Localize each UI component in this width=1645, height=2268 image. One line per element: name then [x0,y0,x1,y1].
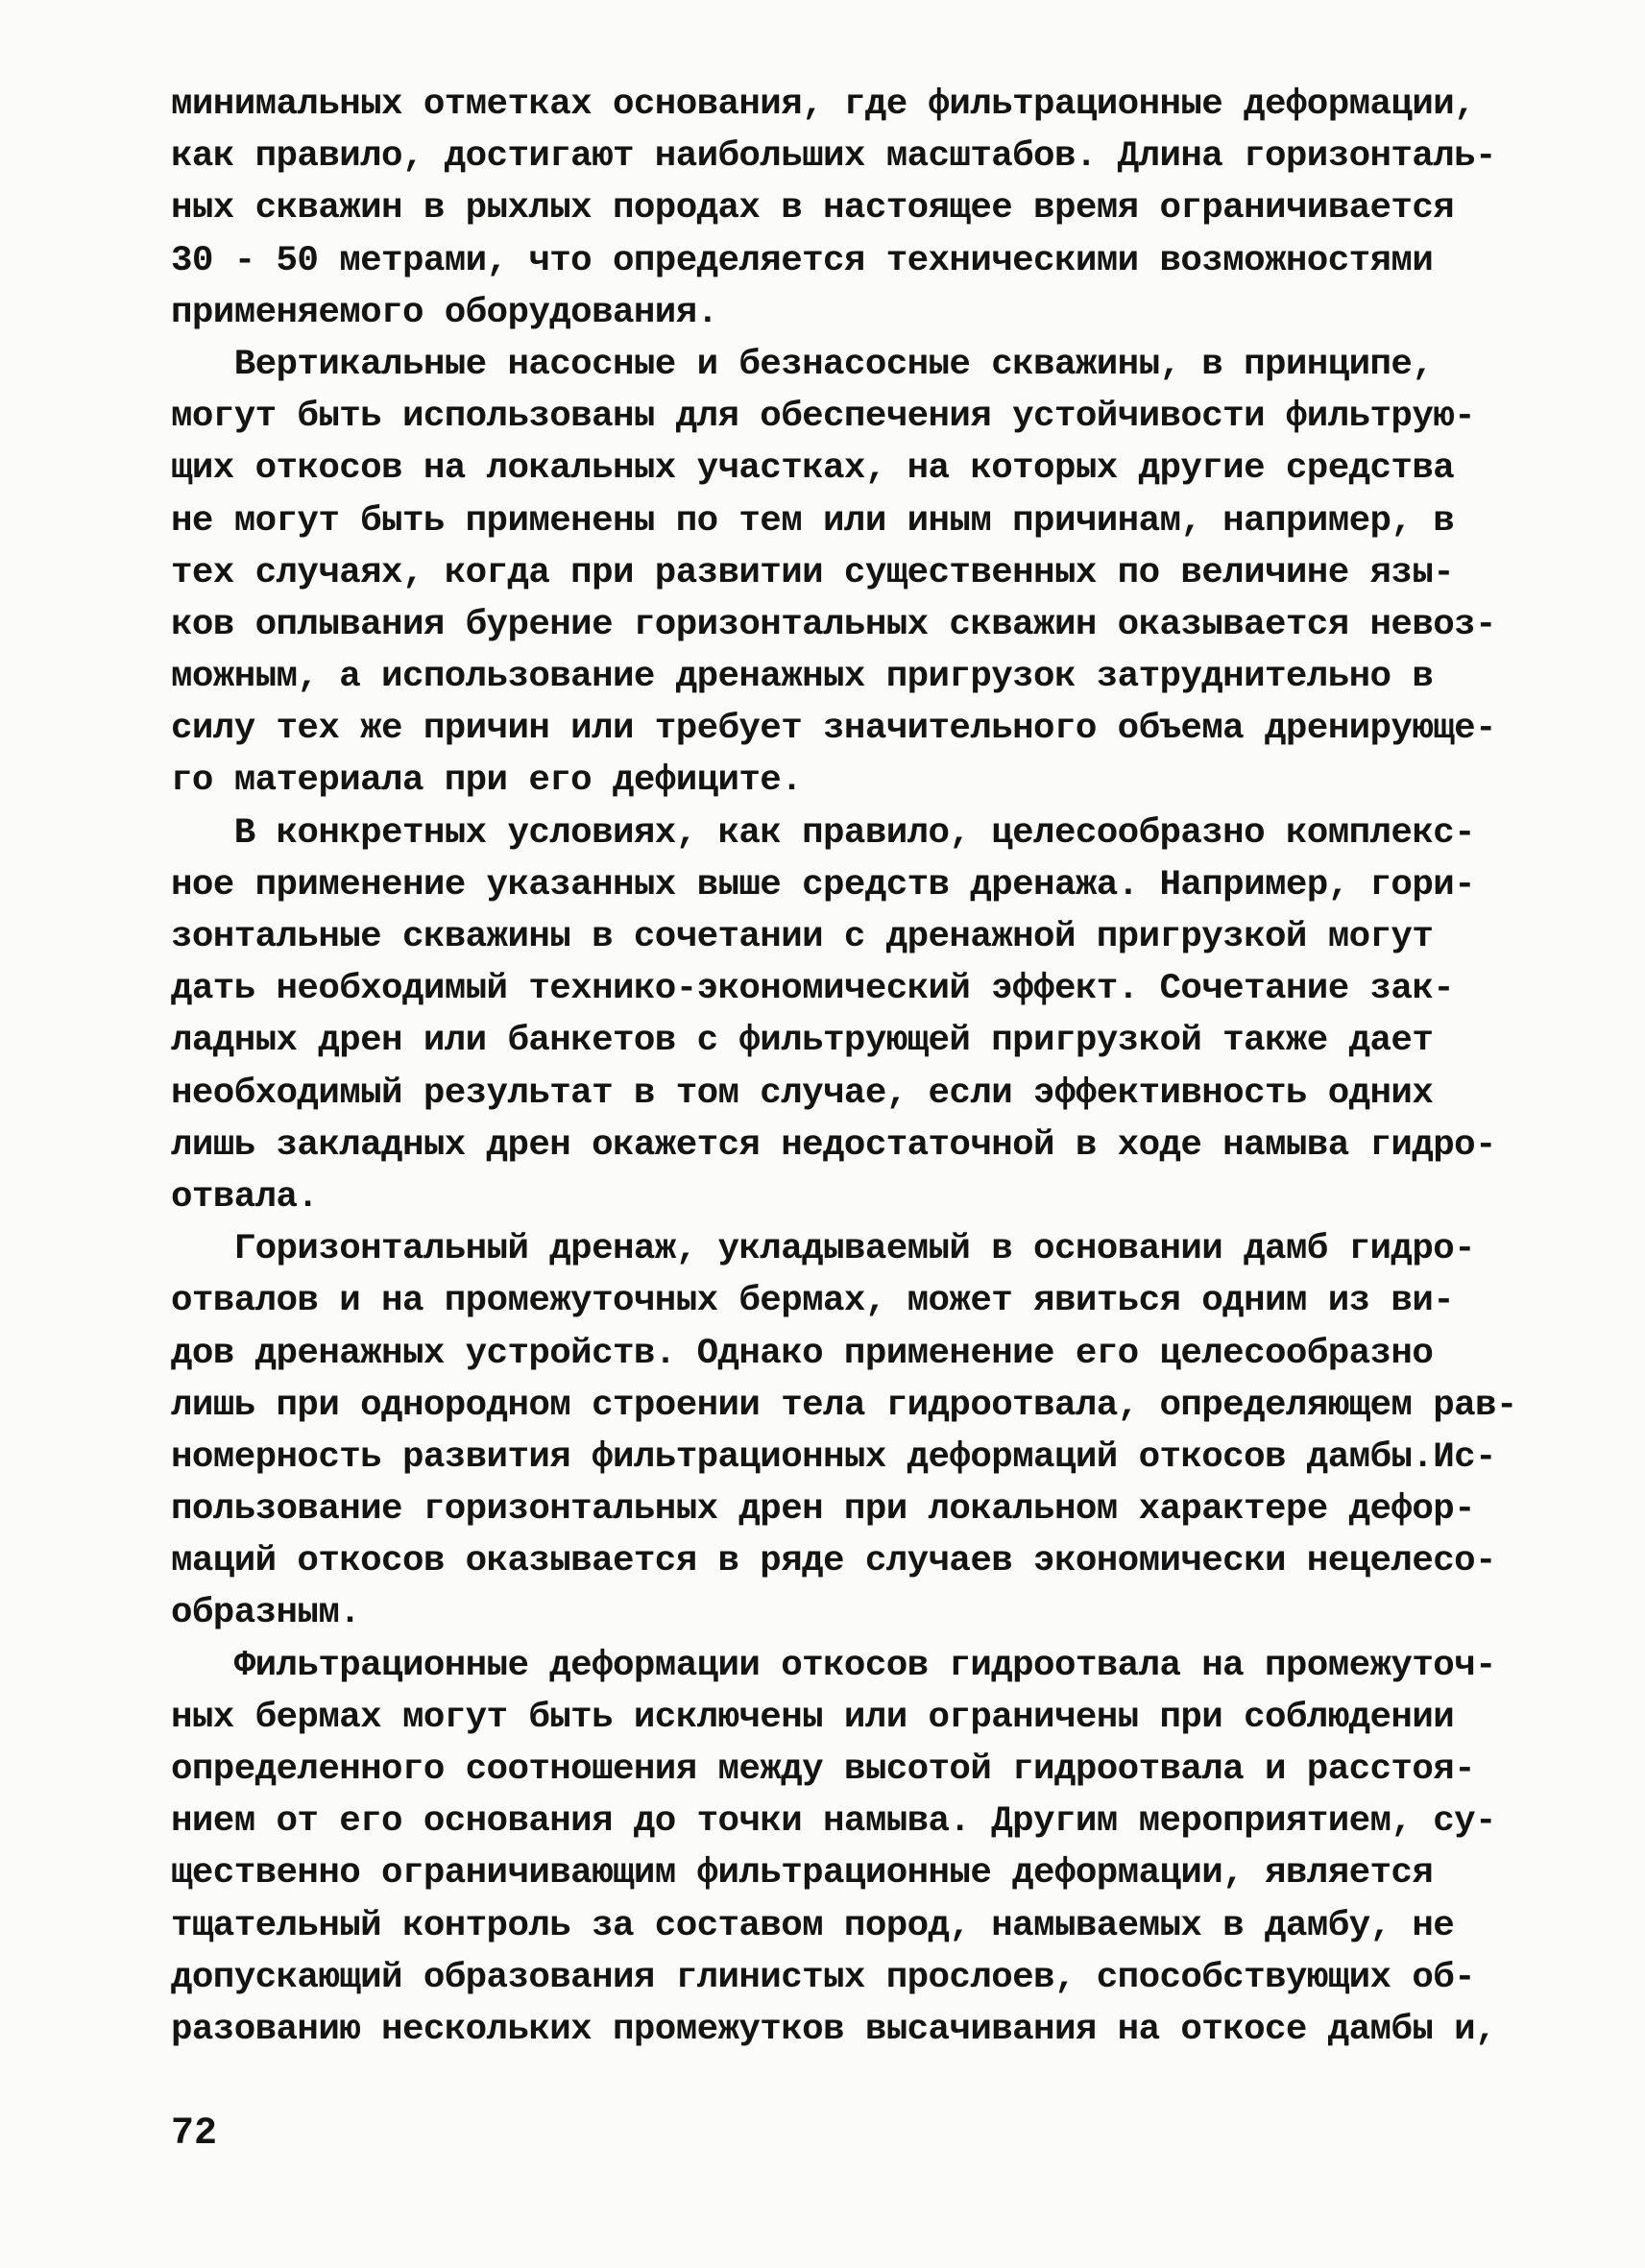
text-line: ных скважин в рыхлых породах в настоящее время ограничивается [171,188,1455,229]
text-line: щих откосов на локальных участках, на которых другие средства [171,448,1455,490]
text-line: определенного соотношения между высотой гидроотвала и расстоя- [171,1749,1476,1790]
body-text [171,79,1517,2056]
text-line: дов дренажных устройств. Однако применение его целесообразно [171,1333,1434,1374]
text-line: Горизонтальный дренаж, укладываемый в основании дамб гидро- [171,1229,1476,1270]
text-line: нием от его основания до точки намыва. Другим мероприятием, су- [171,1801,1496,1843]
text-line: необходимый результат в том случае, если эффективность одних [171,1073,1434,1114]
text-line: Вертикальные насосные и безнасосные скважины, в принципе, [171,344,1434,385]
text-line: зонтальные скважины в сочетании с дренажной пригрузкой могут [171,917,1434,957]
text-line: пользование горизонтальных дрен при локальном характере дефор- [171,1489,1476,1531]
paragraph [171,79,1506,339]
text-line: образным. [171,1593,361,1634]
text-line: силу тех же причин или требует значительного объема дренирующе- [171,709,1496,750]
text-line: ладных дрен или банкетов с фильтрующей пригрузкой также дает [171,1021,1434,1062]
text-line: щественно ограничивающим фильтрационные деформации, является [171,1853,1434,1894]
text-line: разованию нескольких промежутков высачивания на откосе дамбы и, [171,2009,1496,2050]
text-line: лишь при однородном строении тела гидроотвала, определяющем рав- [171,1385,1517,1426]
text-line: тщательный контроль за составом пород, намываемых в дамбу, не [171,1905,1455,1946]
text-line: отвалов и на промежуточных бермах, может явиться одним из ви- [171,1281,1455,1322]
paragraph [171,339,1506,808]
text-line: могут быть использованы для обеспечения устойчивости фильтрую- [171,397,1476,438]
paragraph [171,1640,1506,2057]
page-number: 72 [171,2112,218,2156]
text-line: отвала. [171,1176,319,1218]
text-line: номерность развития фильтрационных деформаций откосов дамбы.Ис- [171,1436,1496,1478]
text-line: тех случаях, когда при развитии существенных по величине язы- [171,552,1455,593]
text-line: допускающий образования глинистых прослоев, способствующих об- [171,1957,1476,1998]
text-line: лишь закладных дрен окажется недостаточной в ходе намыва гидро- [171,1124,1496,1166]
text-line: маций откосов оказывается в ряде случаев экономически нецелесо- [171,1541,1496,1582]
text-line: ных бермах могут быть исключены или ограничены при соблюдении [171,1697,1455,1738]
text-line: дать необходимый технико-экономический эффект. Сочетание зак- [171,969,1455,1010]
text-line: В конкретных условиях, как правило, целесообразно комплекс- [171,812,1476,854]
text-line: 30 - 50 метрами, что определяется техническими возможностями [171,240,1434,281]
text-line: как правило, достигают наибольших масштабов. Длина горизонталь- [171,136,1496,178]
text-line: Фильтрационные деформации откосов гидроотвала на промежуточ- [171,1645,1496,1686]
text-line: можным, а использование дренажных пригрузок затруднительно в [171,657,1434,698]
text-line: применяемого оборудования. [171,292,718,333]
text-line: го материала при его дефиците. [171,760,803,802]
text-line: минимальных отметках основания, где фильтрационные деформации, [171,84,1476,125]
paragraph [171,808,1506,1224]
text-line: ков оплывания бурение горизонтальных скважин оказывается невоз- [171,604,1496,645]
paragraph [171,1223,1517,1640]
text-line: ное применение указанных выше средств дренажа. Например, гори- [171,864,1476,905]
text-line: не могут быть применены по тем или иным причинам, например, в [171,500,1455,542]
